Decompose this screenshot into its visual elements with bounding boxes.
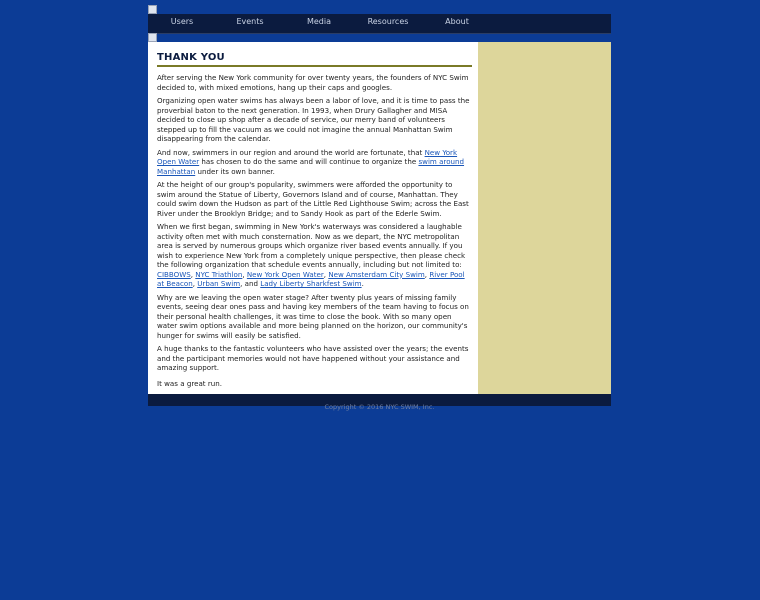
paragraph-3 — [157, 148, 472, 177]
separator: , — [190, 269, 196, 279]
link-lady-liberty-sharkfest-swim[interactable]: Lady Liberty Sharkfest Swim — [260, 279, 362, 288]
separator: , — [323, 269, 329, 279]
link-swim-around-manhattan[interactable]: swim around Manhattan — [157, 157, 465, 176]
link-new-york-open-water-2[interactable]: New York Open Water — [246, 269, 324, 279]
article — [157, 52, 472, 408]
paragraph-1: After serving the New York community for over twenty years, the founders of NYC Swim decided to, with mixed emotions, hang up their caps and googles. — [157, 73, 469, 92]
text: . — [361, 279, 364, 288]
link-new-amsterdam-city-swim[interactable]: New Amsterdam City Swim — [328, 269, 425, 279]
banner-image — [148, 33, 157, 42]
link-urban-swim[interactable]: Urban Swim — [197, 279, 241, 288]
main-nav — [148, 14, 611, 34]
text: has chosen to do the same and will continue to organize the — [199, 157, 419, 166]
nav-item-resources[interactable]: Resources — [367, 17, 409, 26]
separator: , and — [240, 279, 261, 288]
link-nyc-triathlon[interactable]: NYC Triathlon — [195, 269, 243, 279]
main-content — [148, 42, 478, 394]
paragraph-8: It was a great run. — [157, 378, 223, 388]
paragraph-7: A huge thanks to the fantastic volunteers who have assisted over the years; the events and the participant memories would not have happened without your assistance and amazing support. — [157, 344, 469, 372]
copyright-text: Copyright © 2016 NYC SWIM, Inc. — [324, 403, 435, 411]
logo-image[interactable] — [148, 5, 157, 14]
nav-item-about[interactable]: About — [445, 17, 469, 26]
separator: , — [424, 269, 430, 279]
nav-item-media[interactable]: Media — [306, 17, 332, 26]
link-river-pool-at-beacon[interactable]: River Pool at Beacon — [157, 269, 465, 288]
paragraph-4: At the height of our group's popularity, swimmers were afforded the opportunity to swim around the Statue of Liberty, Governors Island and of course, Manhattan. They could swim down the Hudson as part of the Little Red Lighthouse Swim; across the East River under the Brooklyn Bridge; and to Sandy Hook as part of the Ederle Swim. — [157, 180, 469, 218]
separator: , — [242, 269, 247, 279]
paragraph-2: Organizing open water swims has always been a labor of love, and it is time to pass the proverbial baton to the next generation. In 1993, when Drury Gallagher and MISA decided to close up shop after a decade of service, our merry band of volunteers stepped up to fill the vacuum as we could not imagine the annual Manhattan Swim disappearing from the calendar. — [157, 96, 470, 143]
text: under its own banner. — [195, 166, 275, 176]
paragraph-6: Why are we leaving the open water stage? After twenty plus years of missing family events, seeing dear ones pass and having key members of the team having to focus on their personal health challenges, it was time to close the book. With so many open water swim options available and more being planned on the horizon, our community's hunger for swims will easily be satisfied. — [157, 292, 469, 340]
footer — [148, 394, 611, 411]
link-cibbows[interactable]: CIBBOWS — [157, 269, 191, 279]
paragraph-5 — [157, 222, 472, 289]
sidebar — [478, 42, 611, 394]
separator: , — [192, 279, 198, 288]
nav-item-events[interactable]: Events — [236, 17, 264, 26]
text: And now, swimmers in our region and around the world are fortunate, that — [157, 147, 425, 157]
page-title: THANK YOU — [157, 52, 472, 67]
link-new-york-open-water[interactable]: New York Open Water — [157, 147, 458, 166]
text: When we first began, swimming in New York's waterways was considered a laughable activity often met with much consternation. Now as we depart, the NYC metropolitan area is served by numerous groups which organize river based events annually. If you wish to experience New York from a completely unique perspective, then please check the following organization that schedule events annually, including but not limited to: — [157, 222, 466, 269]
nav-item-users[interactable]: Users — [170, 17, 194, 26]
